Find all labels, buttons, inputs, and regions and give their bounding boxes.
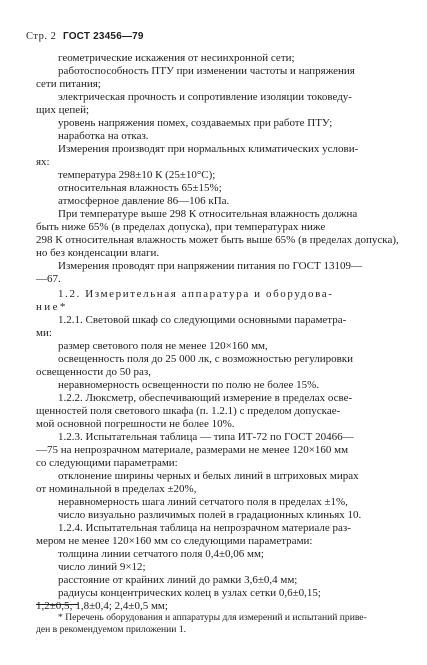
- text-line: сети питания;: [36, 78, 101, 90]
- text-line: Измерения проводят при напряжении питания по ГОСТ 13109—: [58, 260, 362, 272]
- text-line: освещенность поля до 25 000 лк, с возможностью регулировки: [58, 353, 354, 365]
- text-line: неравномерность шага линий сетчатого поля в пределах ±1%,: [58, 496, 348, 508]
- text-line: 1.2.1. Световой шкаф со следующими основными параметра-: [58, 314, 347, 326]
- text-line: атмосферное давление 86—106 кПа.: [58, 195, 230, 207]
- text-line: Измерения производят при нормальных климатических услови-: [58, 143, 359, 155]
- text-line: расстояние от крайних линий до рамки 3,6±0,4 мм;: [58, 574, 298, 586]
- text-line: отклонение ширины черных и белых линий в штриховых мирах: [58, 470, 359, 482]
- text-line: толщина линии сетчатого поля 0,4±0,06 мм;: [58, 548, 264, 560]
- text-line: относительная влажность 65±15%;: [58, 182, 222, 194]
- text-line: неравномерность освещенности по полю не более 15%.: [58, 379, 320, 391]
- text-line: температура 298±10 К (25±10°С);: [58, 169, 216, 181]
- text-line: мером не менее 120×160 мм со следующими параметрами:: [36, 535, 313, 547]
- footnote-line: ден в рекомендуемом приложении 1.: [36, 624, 187, 635]
- standard-number: ГОСТ 23456—79: [62, 31, 144, 42]
- text-line: число визуально различимых полей в градационных клиньях 10.: [58, 509, 362, 521]
- text-line: радиусы концентрических колец в узлах сетки 0,6±0,15;: [58, 587, 321, 599]
- text-line: от номинальной в пределах ±20%,: [36, 483, 197, 495]
- page-number: Стр. 2: [26, 31, 57, 42]
- text-line: При температуре выше 298 К относительная влажность должна: [58, 208, 358, 220]
- text-line: щенностей поля светового шкафа (п. 1.2.1) с пределом допускае-: [36, 405, 341, 417]
- footnote-separator: [36, 604, 78, 605]
- page-header: [26, 31, 144, 42]
- text-line: ях:: [36, 156, 50, 168]
- text-line: электрическая прочность и сопротивление изоляции токоведу-: [58, 91, 352, 103]
- text-line: мой основной погрешности не более 10%.: [36, 418, 235, 430]
- text-line: работоспособность ПТУ при изменении частоты и напряжения: [58, 65, 355, 77]
- text-line: 1.2.3. Испытательная таблица — типа ИТ-72 по ГОСТ 20466—: [58, 431, 354, 443]
- text-line: размер светового поля не менее 120×160 мм,: [58, 340, 268, 352]
- text-line: 1,2±0,5; 1,8±0,4; 2,4±0,5 мм;: [36, 600, 168, 612]
- text-line: со следующими параметрами:: [36, 457, 178, 469]
- text-paragraph: 298 К относительная влажность может быть выше 65% (в пределах допуска), но без конденсации влаги.: [36, 234, 399, 259]
- text-line: наработка на отказ.: [58, 130, 149, 142]
- text-line: —75 на непрозрачном материале, размерами не менее 120×160 мм: [36, 444, 349, 456]
- text-line: ми:: [36, 327, 52, 339]
- text-line: 1.2.2. Люксметр, обеспечивающий измерение в пределах осве-: [58, 392, 353, 404]
- text-line: число линий 9×12;: [58, 561, 146, 573]
- section-heading-cont: ние*: [36, 301, 68, 313]
- text-line: быть ниже 65% (в пределах допуска), при температурах ниже: [36, 221, 326, 233]
- text-line: 1.2.4. Испытательная таблица на непрозрачном материале раз-: [58, 522, 351, 534]
- text-line: щих цепей;: [36, 104, 90, 116]
- text-line: —67.: [36, 273, 61, 285]
- text-line: освещенности до 50 раз,: [36, 366, 151, 378]
- footnote-line: * Перечень оборудования и аппаратуры для измерений и испытаний приве-: [58, 612, 367, 623]
- text-line: уровень напряжения помех, создаваемых при работе ПТУ;: [58, 117, 333, 129]
- section-heading: 1.2. Измерительная аппаратура и оборудова-: [58, 288, 334, 300]
- text-line: геометрические искажения от несинхронной сети;: [58, 52, 295, 64]
